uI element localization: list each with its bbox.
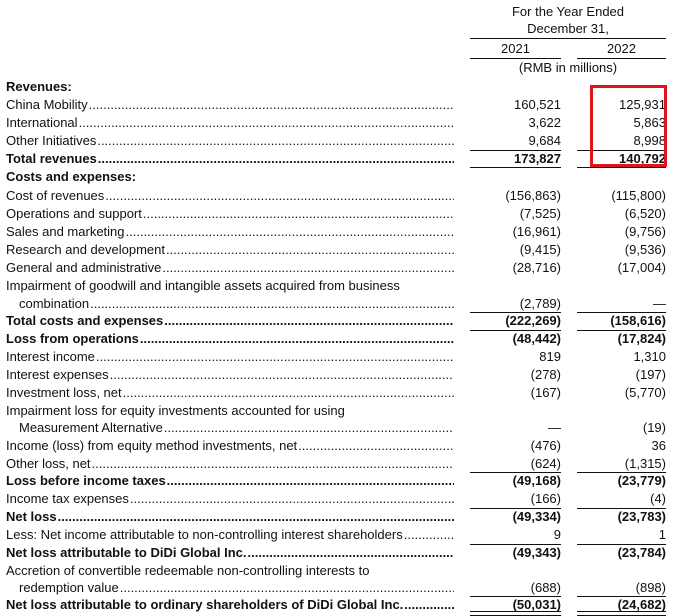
table-row [0, 579, 673, 597]
row-label: Impairment of goodwill and intangible assets acquired from business [6, 278, 400, 293]
table-row [0, 132, 673, 150]
table-row [0, 490, 673, 508]
row-label: Loss before income taxes ..... [6, 472, 454, 490]
value-2022: — [653, 296, 666, 311]
header-underline-span [470, 38, 666, 39]
row-label: combination ..... [19, 295, 454, 313]
value-2021: 160,521 [514, 97, 561, 112]
table-row [0, 526, 673, 544]
row-label: Impairment loss for equity investments accounted for using [6, 403, 345, 418]
table-row [0, 419, 673, 437]
value-2022: 36 [651, 438, 666, 453]
table-row [0, 384, 673, 402]
value-2022: (23,779) [617, 473, 666, 488]
table-row-net-loss-attributable [0, 544, 673, 562]
value-2021: (49,168) [512, 473, 561, 488]
value-2021: 819 [539, 349, 561, 364]
table-row [0, 187, 673, 205]
value-2022: (24,682) [617, 597, 666, 612]
table-row-net-loss-ordinary [0, 596, 673, 614]
table-row [0, 366, 673, 384]
row-label: Accretion of convertible redeemable non-controlling interests to [6, 563, 370, 578]
row-label: Net loss attributable to ordinary shareholders of DiDi Global Inc. ..... [6, 596, 454, 614]
table-row [0, 562, 673, 580]
value-2021: (688) [530, 580, 561, 595]
value-2021: 9,684 [528, 133, 561, 148]
value-2022: (6,520) [624, 206, 666, 221]
value-2021: 3,622 [528, 115, 561, 130]
table-row-total-costs [0, 312, 673, 330]
value-2022: 8,998 [633, 133, 666, 148]
row-label: Income tax expenses ..... [6, 490, 454, 508]
row-label: Other Initiatives ..... [6, 132, 454, 150]
value-2022: (898) [635, 580, 666, 595]
table-row [0, 96, 673, 114]
row-label: Net loss attributable to DiDi Global Inc. ..... [6, 544, 454, 562]
table-row-loss-from-operations [0, 330, 673, 348]
table-row [0, 277, 673, 295]
table-row [0, 437, 673, 455]
row-label: Total costs and expenses ..... [6, 312, 454, 330]
value-2022: 5,863 [633, 115, 666, 130]
row-label: redemption value ..... [19, 579, 454, 597]
final-double-rule-2021 [470, 611, 561, 616]
row-label: Income (loss) from equity method investments, net ..... [6, 437, 454, 455]
table-row [0, 295, 673, 313]
value-2021: (49,334) [512, 509, 561, 524]
row-label: Loss from operations ..... [6, 330, 454, 348]
row-label: Costs and expenses: [6, 169, 137, 184]
value-2022: (4) [650, 491, 666, 506]
table-row [0, 259, 673, 277]
table-row-net-loss [0, 508, 673, 526]
row-label: General and administrative ..... [6, 259, 454, 277]
period-header-line1: For the Year Ended [511, 4, 625, 19]
section-header-costs [0, 168, 673, 186]
value-2022: (23,783) [617, 509, 666, 524]
value-2021: (49,343) [512, 545, 561, 560]
table-row [0, 402, 673, 420]
value-2022: 1 [658, 527, 666, 542]
value-2022: (19) [642, 420, 666, 435]
row-label: Total revenues ..... [6, 150, 454, 168]
value-2022: (17,004) [617, 260, 666, 275]
row-label: China Mobility ..... [6, 96, 454, 114]
value-2022: (9,536) [624, 242, 666, 257]
value-2022: (1,315) [624, 456, 666, 471]
table-row-loss-before-taxes [0, 472, 673, 490]
row-label: Other loss, net ..... [6, 455, 454, 473]
value-2021: (16,961) [512, 224, 561, 239]
row-label: Less: Net income attributable to non-controlling interest shareholders ..... [6, 526, 454, 544]
value-2022: 1,310 [633, 349, 666, 364]
value-2021: (167) [530, 385, 561, 400]
table-row [0, 205, 673, 223]
value-2022: (9,756) [624, 224, 666, 239]
value-2022: (17,824) [617, 331, 666, 346]
table-row [0, 241, 673, 259]
value-2021: (48,442) [512, 331, 561, 346]
column-header-2022: 2022 [607, 41, 636, 56]
value-2022: 125,931 [619, 97, 666, 112]
value-2021: (7,525) [519, 206, 561, 221]
value-2021: 9 [553, 527, 561, 542]
final-double-rule-2022 [577, 611, 666, 616]
value-2021: (222,269) [505, 313, 561, 328]
value-2021: (2,789) [519, 296, 561, 311]
value-2022: 140,792 [619, 151, 666, 166]
row-label: Interest income ..... [6, 348, 454, 366]
value-2022: (158,616) [610, 313, 666, 328]
value-2022: (23,784) [617, 545, 666, 560]
row-label: Sales and marketing ..... [6, 223, 454, 241]
section-header-revenues [0, 78, 673, 96]
highlight-box-2022-revenues [590, 85, 667, 167]
value-2022: (197) [635, 367, 666, 382]
value-2021: (624) [530, 456, 561, 471]
row-label: Investment loss, net ..... [6, 384, 454, 402]
value-2021: (156,863) [505, 188, 561, 203]
value-2022: (5,770) [624, 385, 666, 400]
row-label: Measurement Alternative ..... [19, 419, 454, 437]
unit-label: (RMB in millions) [518, 60, 618, 75]
table-row [0, 348, 673, 366]
period-header-line2: December 31, [527, 21, 609, 36]
value-2021: (476) [530, 438, 561, 453]
row-label: International ..... [6, 114, 454, 132]
row-label: Research and development ..... [6, 241, 454, 259]
table-row [0, 114, 673, 132]
row-label: Operations and support ..... [6, 205, 454, 223]
value-2021: (50,031) [512, 597, 561, 612]
row-label: Net loss ..... [6, 508, 454, 526]
table-row-total-revenues [0, 150, 673, 168]
value-2021: (278) [530, 367, 561, 382]
value-2021: 173,827 [514, 151, 561, 166]
table-row [0, 455, 673, 473]
row-label: Revenues: [6, 79, 72, 94]
row-label: Cost of revenues ..... [6, 187, 454, 205]
value-2021: (166) [530, 491, 561, 506]
value-2021: (9,415) [519, 242, 561, 257]
value-2022: (115,800) [611, 188, 666, 203]
row-label: Interest expenses ..... [6, 366, 454, 384]
table-row [0, 223, 673, 241]
value-2021: (28,716) [512, 260, 561, 275]
column-header-2021: 2021 [501, 41, 530, 56]
value-2021: — [548, 420, 561, 435]
